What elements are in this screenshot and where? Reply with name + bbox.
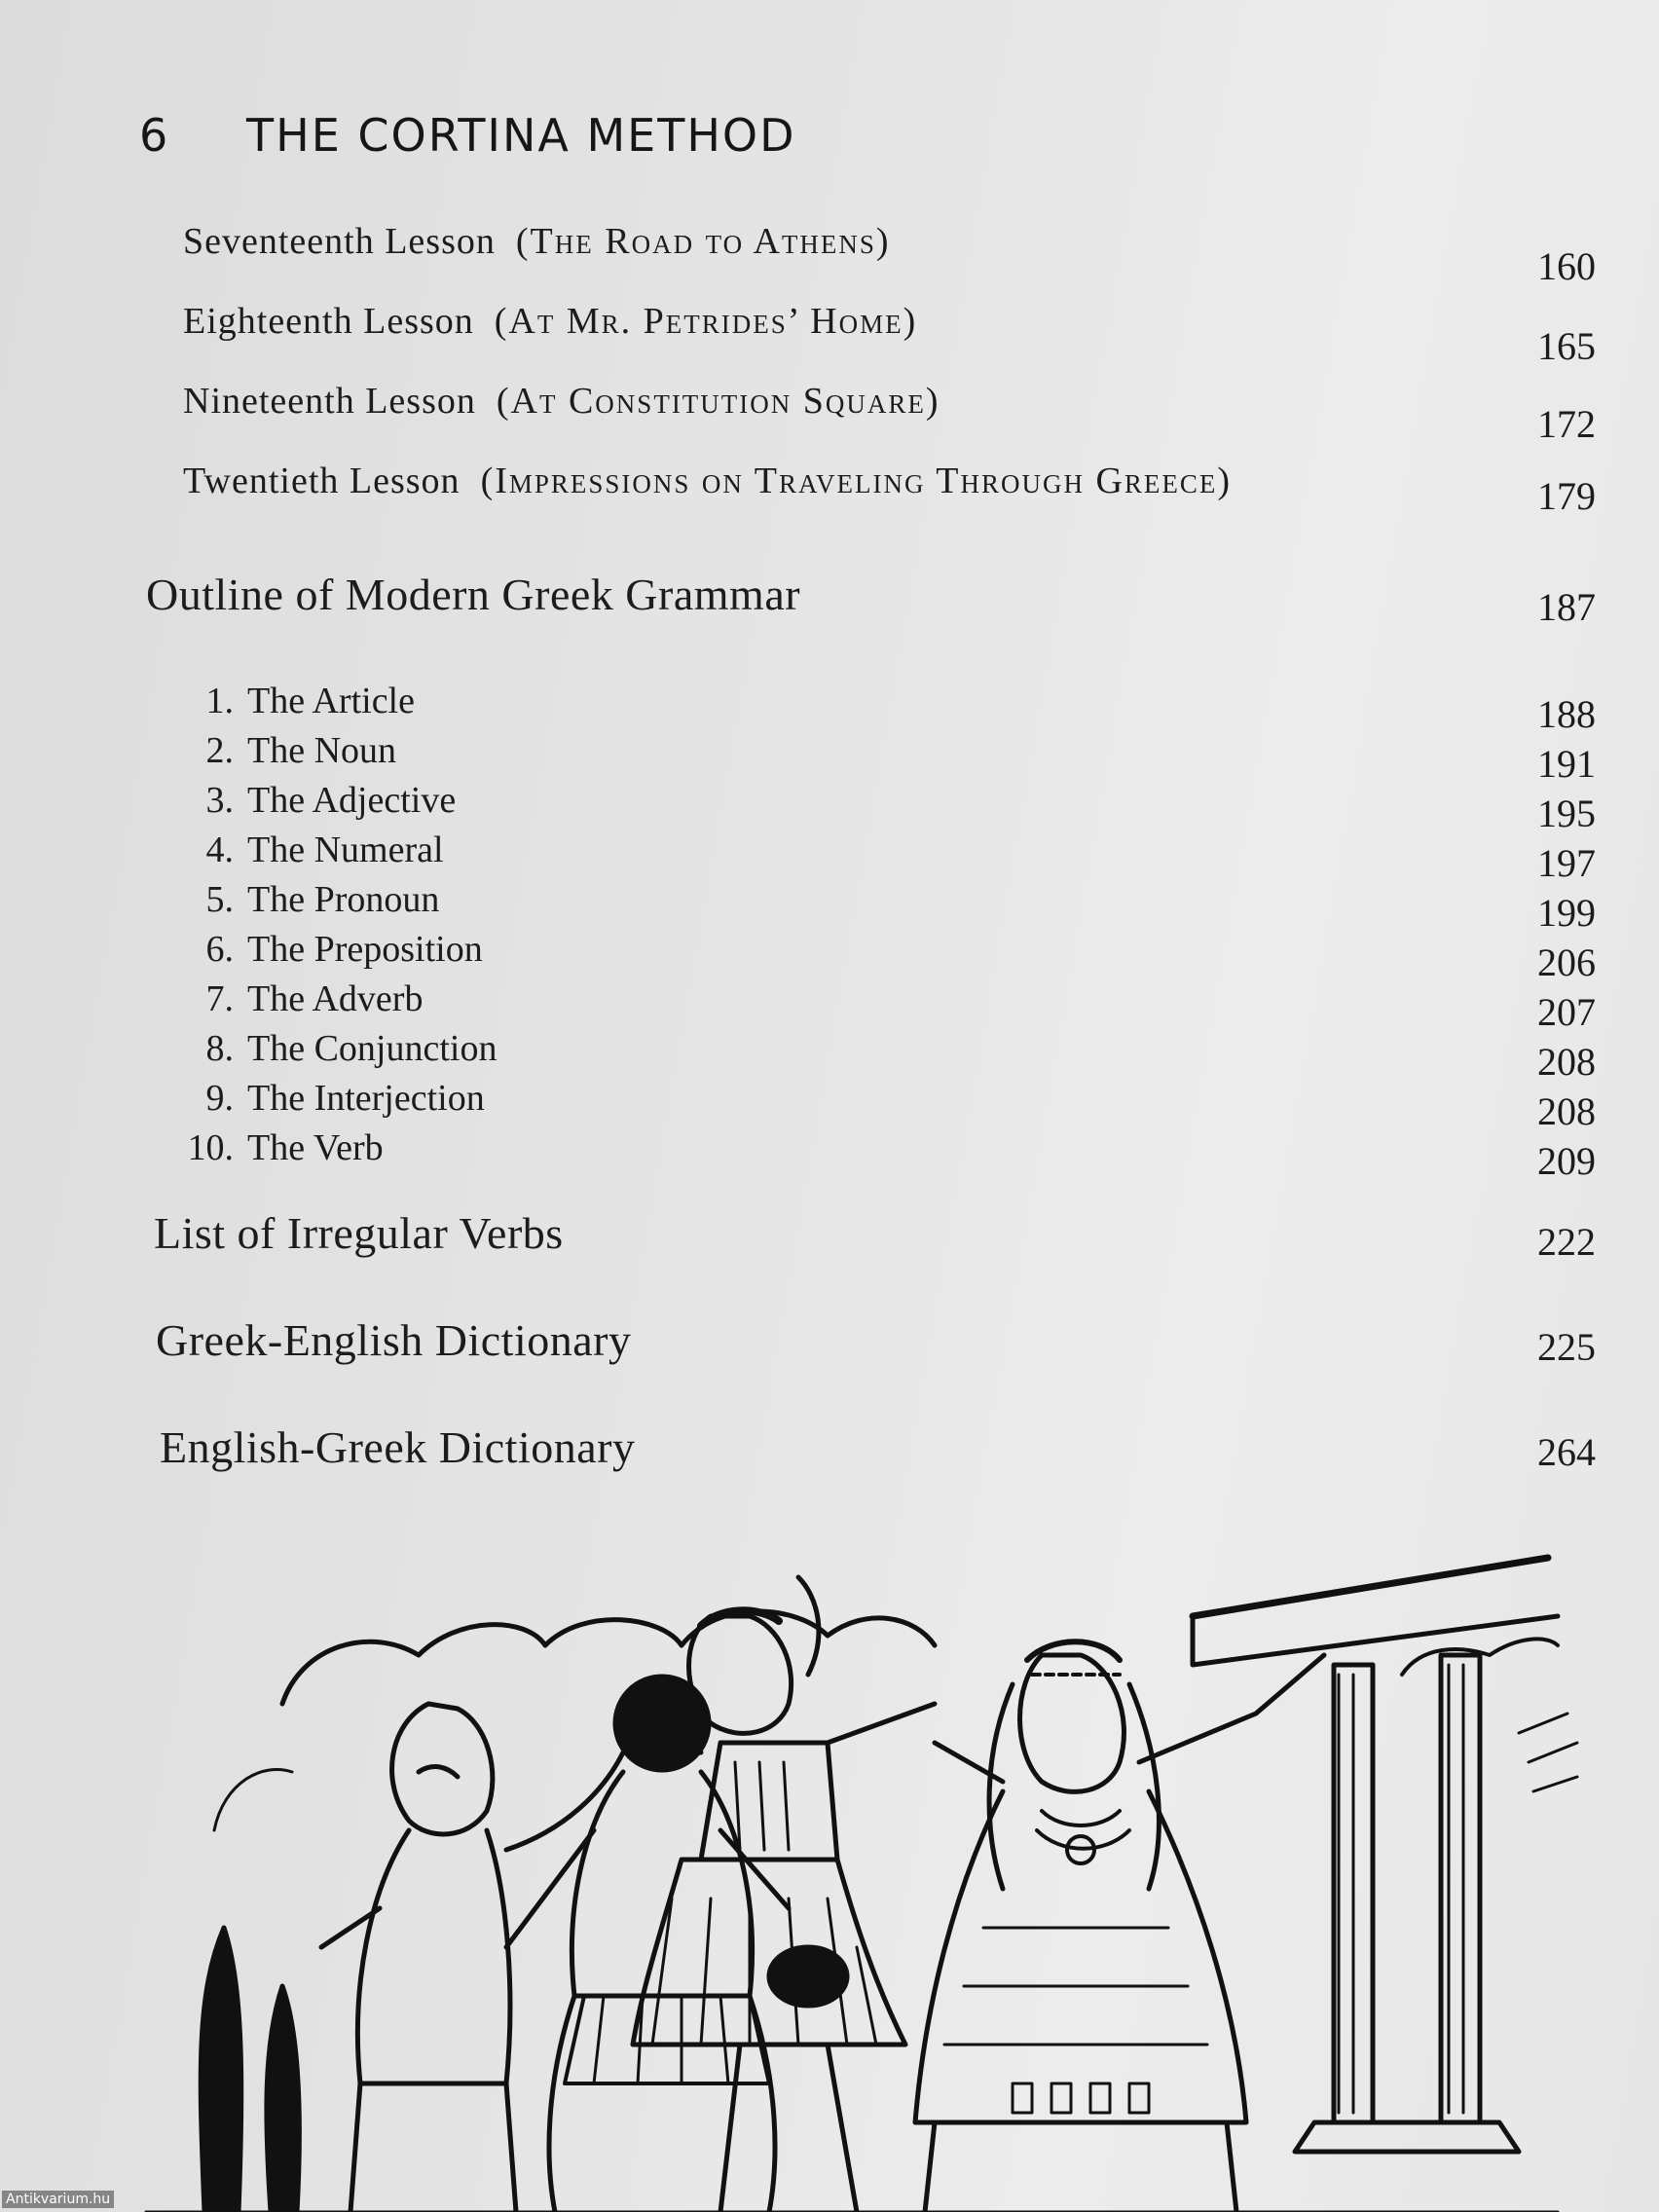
toc-entry-lesson-18[interactable] [0,300,1659,368]
toc-subentry[interactable] [0,1126,1659,1185]
subentry-number: 2. [205,730,234,771]
toc-entry-label: English-Greek Dictionary [160,1422,636,1472]
toc-page-number: 188 [1537,692,1596,736]
subentry-label: The Adjective [247,780,457,821]
watermark: Antikvarium.hu [2,2191,114,2208]
subentry-number: 6. [205,929,234,970]
toc-entry-lesson-17[interactable] [0,220,1659,288]
subentry-number: 8. [205,1028,234,1069]
toc-page-number: 199 [1537,891,1596,935]
toc-page-number: 195 [1537,792,1596,835]
subentry-label: The Adverb [247,978,424,1019]
page-number: 6 [139,109,170,162]
subentry-number: 5. [205,879,234,920]
subentry-label: The Noun [247,730,397,771]
toc-page-number: 264 [1537,1430,1596,1474]
toc-page-number: 208 [1537,1089,1596,1133]
subentry-label: The Verb [247,1127,384,1168]
toc-entry-lesson-19[interactable] [0,380,1659,446]
toc-entry-label: Seventeenth Lesson (The Road to Athens) [183,221,891,262]
subentry-label: The Interjection [247,1078,485,1119]
toc-entry-label: Outline of Modern Greek Grammar [146,570,801,619]
subentry-label: The Conjunction [247,1028,498,1069]
toc-entry-label: Eighteenth Lesson (At Mr. Petrides’ Home) [183,301,918,342]
toc-entry-label: Nineteenth Lesson (At Constitution Square) [183,381,940,422]
book-title: THE CORTINA METHOD [246,109,796,162]
subentry-number: 4. [205,830,234,870]
toc-entry-english-greek-dictionary[interactable] [0,1421,1659,1480]
subentry-label: The Pronoun [247,879,440,920]
toc-entry-irregular-verbs[interactable] [0,1207,1659,1266]
subentry-label: The Article [247,681,415,721]
toc-entry-label: Greek-English Dictionary [156,1315,632,1365]
toc-entry-lesson-20[interactable] [0,460,1659,518]
folk-dancers-illustration [0,1538,1659,2212]
subentry-label: The Preposition [247,929,483,970]
subentry-number: 9. [205,1078,234,1119]
toc-entry-grammar-outline[interactable] [0,569,1659,627]
toc-entry-subtitle: (At Mr. Petrides’ Home) [494,301,918,342]
toc-entry-label: Twentieth Lesson (Impressions on Traveling Through Greece) [183,461,1233,501]
toc-page-number: 191 [1537,742,1596,786]
toc-entry-subtitle: (The Road to Athens) [515,221,891,262]
toc-page-number: 209 [1537,1139,1596,1183]
toc-page-number: 160 [1537,244,1596,288]
toc-page-number: 172 [1537,402,1596,446]
subentry-number: 7. [205,978,234,1019]
toc-entry-subtitle: (At Constitution Square) [496,381,940,422]
subentry-number: 3. [205,780,234,821]
toc-page-number: 206 [1537,940,1596,984]
running-head [139,109,796,162]
subentry-label: The Numeral [247,830,444,870]
toc-page-number: 208 [1537,1040,1596,1084]
subentry-number: 1. [205,681,234,721]
toc-entry-greek-english-dictionary[interactable] [0,1314,1659,1373]
toc-page-number: 165 [1537,324,1596,368]
toc-page-number: 179 [1537,474,1596,518]
toc-page-number: 222 [1537,1220,1596,1264]
toc-entry-subtitle: (Impressions on Traveling Through Greece) [480,461,1233,501]
toc-page-number: 207 [1537,990,1596,1034]
subentry-number: 10. [187,1127,234,1168]
toc-page-number: 225 [1537,1325,1596,1369]
toc-page-number: 197 [1537,841,1596,885]
toc-entry-label: List of Irregular Verbs [154,1208,564,1258]
toc-page-number: 187 [1537,585,1596,629]
